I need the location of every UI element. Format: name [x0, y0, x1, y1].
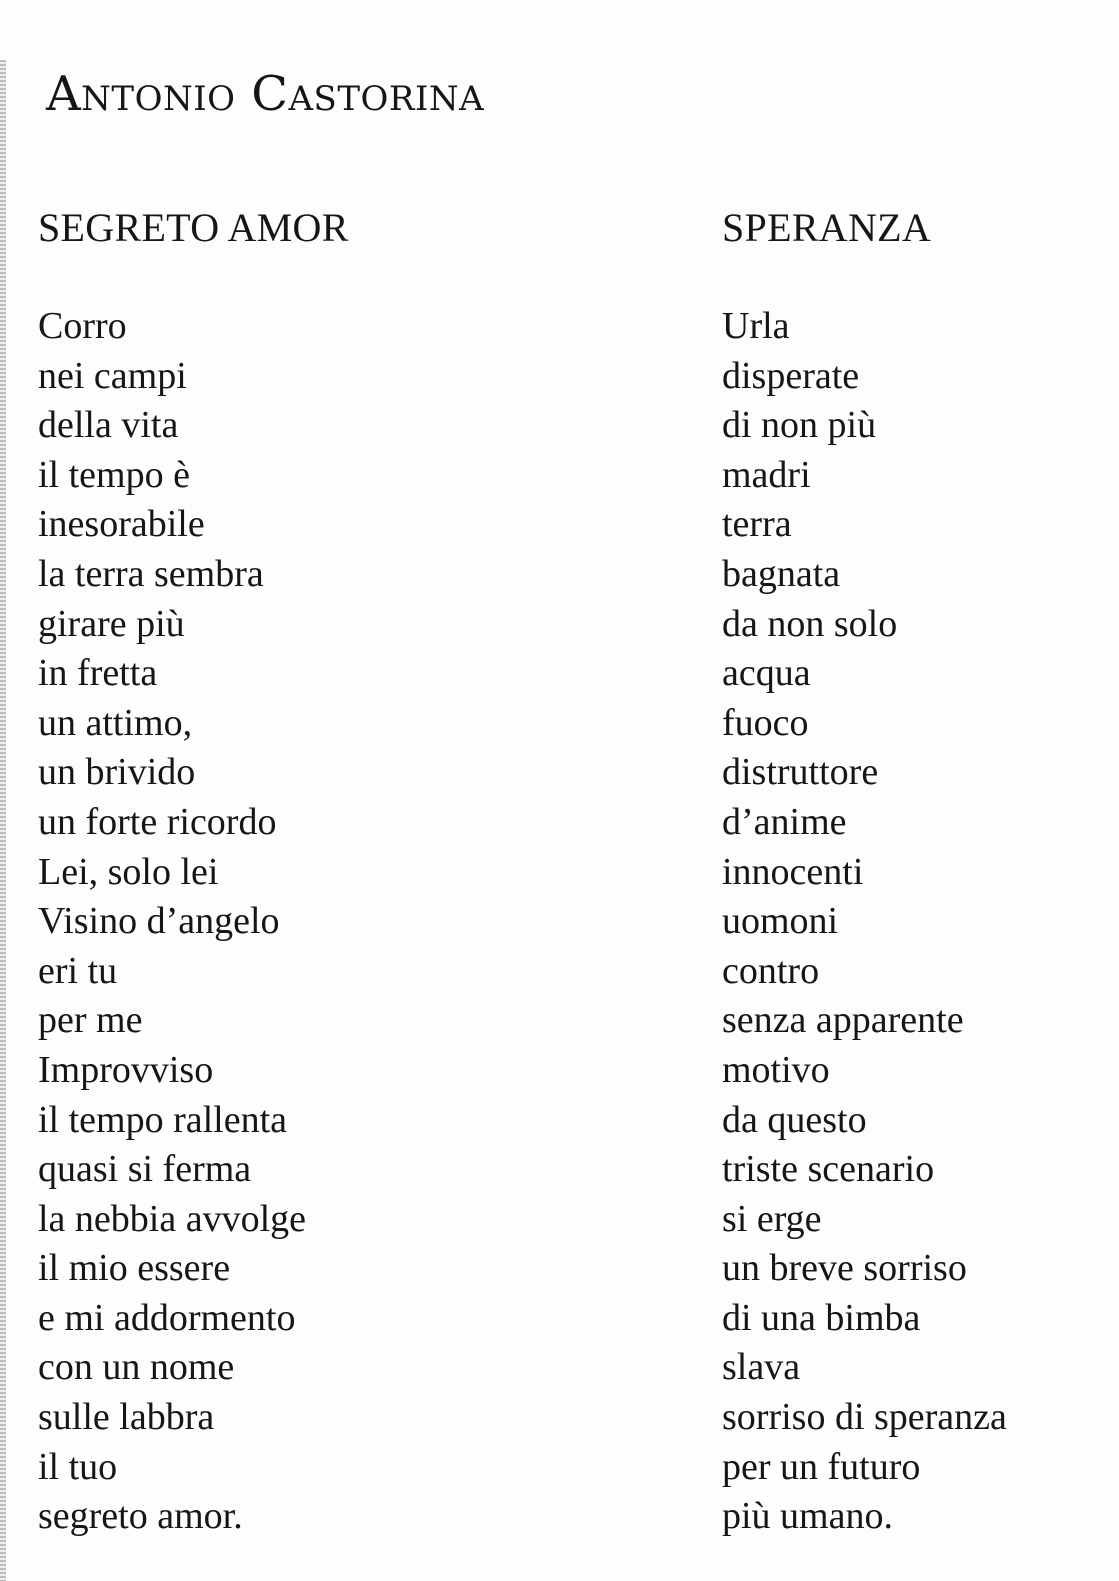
- poem-line: bagnata: [722, 552, 841, 595]
- poem-line: innocenti: [722, 850, 864, 893]
- poem-line: Corro: [38, 305, 127, 347]
- poem-line: terra: [722, 503, 792, 546]
- poem-line: e mi addormento: [38, 1296, 296, 1339]
- poem-line: la nebbia avvolge: [38, 1197, 307, 1240]
- poem-line: il tempo rallenta: [38, 1098, 288, 1141]
- poem-line: il mio essere: [38, 1247, 231, 1290]
- poem-line: in fretta: [38, 652, 158, 695]
- poem-line: di una bimba: [722, 1296, 921, 1339]
- poem-line: contro: [722, 949, 820, 992]
- poem-line: il tempo è: [38, 453, 190, 496]
- poem-title: SEGRETO AMOR: [38, 205, 349, 250]
- poem-line: con un nome: [38, 1346, 235, 1389]
- poem-line: triste scenario: [722, 1148, 935, 1191]
- poem-line: per un futuro: [722, 1445, 921, 1488]
- poem-line: un brivido: [38, 751, 196, 794]
- poem-line: sorriso di speranza: [722, 1396, 1007, 1439]
- poem-line: più umano.: [722, 1495, 893, 1538]
- poem-line: un forte ricordo: [38, 800, 277, 843]
- poem-lines: [722, 302, 1007, 1542]
- page-binding-edge: [0, 60, 6, 1581]
- poem-line: Improvviso: [38, 1048, 214, 1091]
- poem-line: Lei, solo lei: [38, 850, 219, 893]
- poem-line: da questo: [722, 1098, 867, 1141]
- poem-line: slava: [722, 1346, 801, 1389]
- poem-line: della vita: [38, 404, 179, 447]
- poem-line: disperate: [722, 354, 860, 397]
- poem-line: uomoni: [722, 900, 839, 943]
- poem-line: quasi si ferma: [38, 1148, 252, 1191]
- poem-line: di non più: [722, 404, 877, 447]
- poem-line: da non solo: [722, 602, 898, 645]
- author-name: Antonio Castorina: [46, 66, 485, 122]
- poem-line: Visino d’angelo: [38, 900, 280, 943]
- poem-segreto-amor: [38, 202, 349, 1542]
- poem-line: la terra sembra: [38, 552, 264, 595]
- poem-line: segreto amor.: [38, 1495, 243, 1538]
- poem-line: d’anime: [722, 800, 847, 843]
- poem-line: madri: [722, 453, 811, 496]
- poem-line: acqua: [722, 652, 811, 695]
- poem-line: eri tu: [38, 949, 118, 992]
- poem-line: distruttore: [722, 751, 879, 794]
- poem-line: si erge: [722, 1197, 822, 1240]
- poem-line: senza apparente: [722, 999, 964, 1042]
- poem-lines: [38, 302, 349, 1542]
- poem-line: Urla: [722, 305, 790, 347]
- poem-line: un attimo,: [38, 701, 193, 744]
- poem-line: inesorabile: [38, 503, 205, 546]
- poem-line: nei campi: [38, 354, 187, 397]
- poem-line: girare più: [38, 602, 185, 645]
- poem-line: il tuo: [38, 1445, 118, 1488]
- poem-line: sulle labbra: [38, 1396, 215, 1439]
- poem-line: fuoco: [722, 701, 809, 744]
- poem-speranza: [722, 202, 1007, 1542]
- poem-title: SPERANZA: [722, 205, 932, 250]
- poem-line: un breve sorriso: [722, 1247, 967, 1290]
- poem-line: motivo: [722, 1048, 830, 1091]
- poem-line: per me: [38, 999, 143, 1042]
